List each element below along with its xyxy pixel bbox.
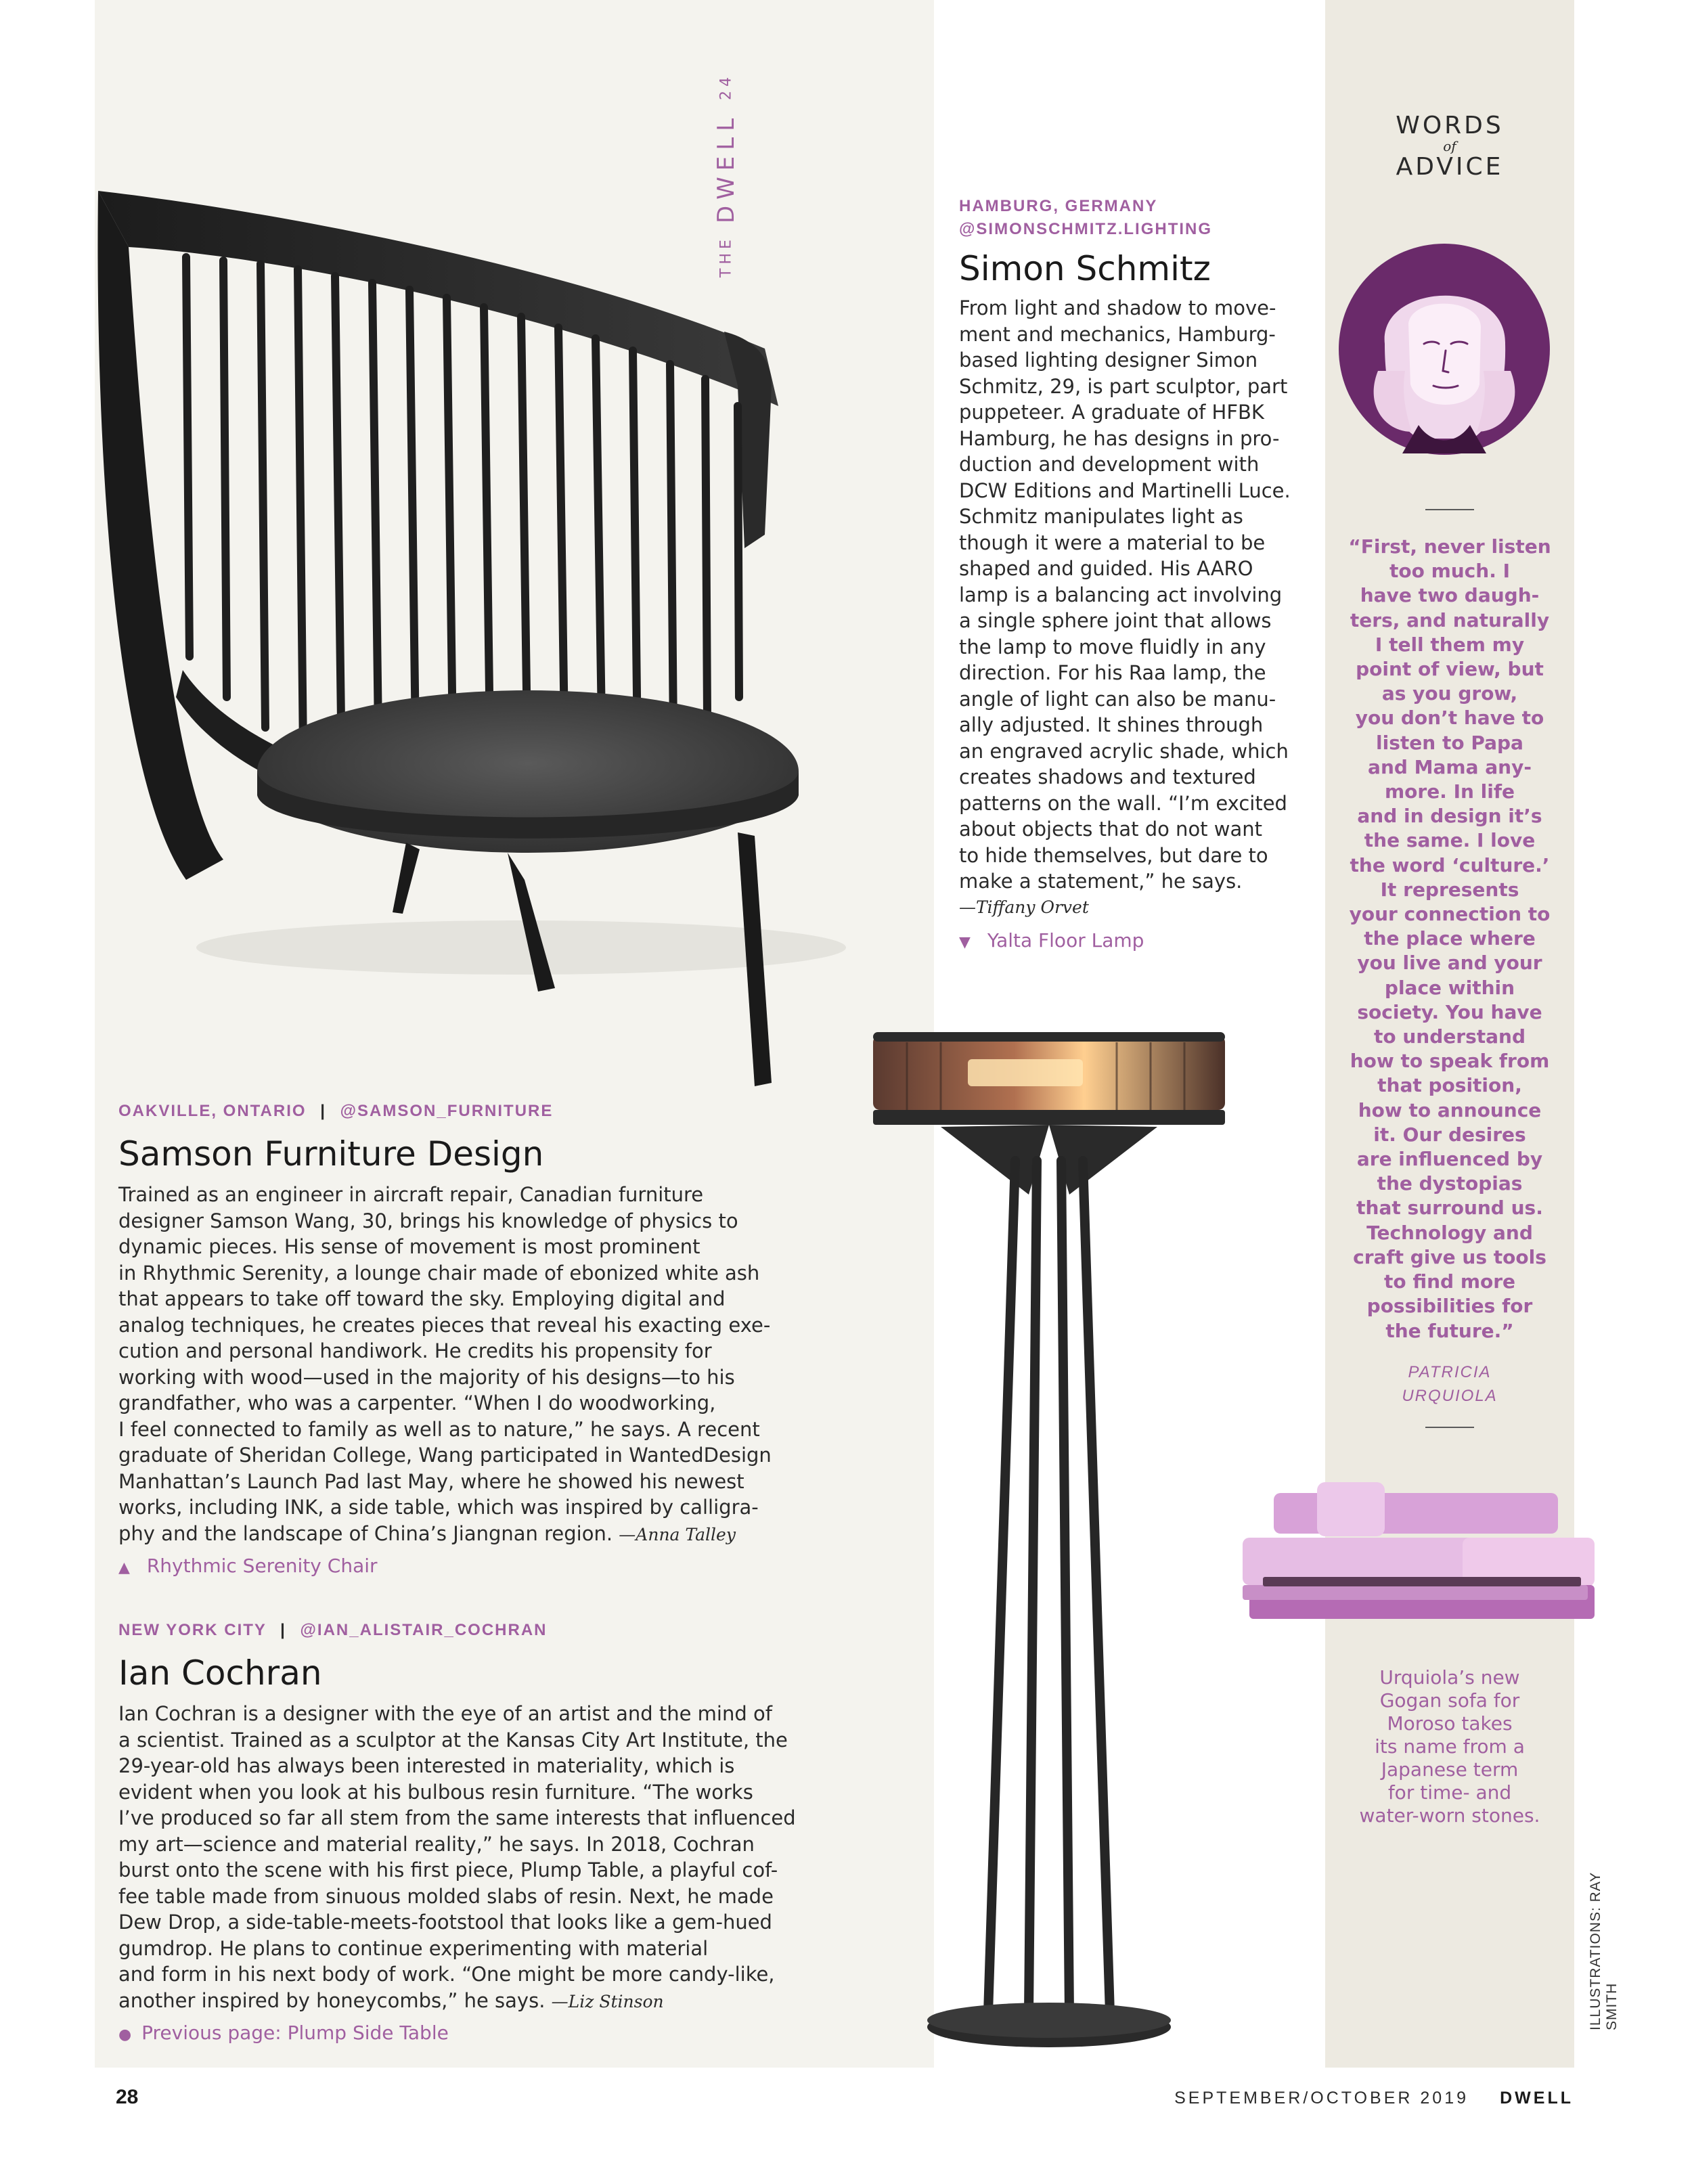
samson-caption-text: Rhythmic Serenity Chair	[146, 1555, 378, 1577]
patricia-urquiola-portrait-icon	[1337, 242, 1551, 456]
footer-brand: DWELL	[1500, 2089, 1574, 2108]
ian-body-text: Ian Cochran is a designer with the eye of an artist and the mind of a scientist. Trained as a sculptor at the Kansas City Art Institute, the 29-year-old has always been interested in materiality, which is evident when you look at his bulbous resin furniture. “The works I’ve produced so far all stem from the same interests that influenced my art—science and material reality,” he says. In 2018, Cochran burst onto the scene with his first piece, Plump Table, a playful cof- fee table made from sinuous molded slabs of resin. Next, he made Dew Drop, a side-table-meets-footstool that looks like a gem-hued gumdrop. He plans to continue experimenting with material and form in his next body of work. “One might be more candy-like, another inspired by honeycombs,” he says.	[118, 1702, 796, 2012]
ian-body	[118, 1701, 829, 2015]
label-number: 24	[717, 72, 735, 100]
simon-handle[interactable]: @SIMONSCHMITZ.LIGHTING	[959, 220, 1213, 238]
yalta-floor-lamp-image	[860, 1019, 1239, 2074]
gogan-sofa-image	[1236, 1475, 1601, 1645]
divider-top	[1425, 509, 1474, 510]
heading-advice: ADVICE	[1396, 153, 1504, 181]
rhythmic-serenity-chair-image	[88, 183, 900, 1096]
ian-location: NEW YORK CITY	[118, 1621, 267, 1639]
simon-kicker	[959, 195, 1324, 241]
simon-body: From light and shadow to move- ment and mechanics, Hamburg- based lighting designer Simon Schmitz, 29, is part sculptor, part puppeteer. A graduate of HFBK Hamburg, he has designs in pro- duction and development with DCW Editions and Martinelli Luce. Schmitz manipulates light as though it were a material to be shaped and guided. His AARO lamp is a balancing act involving a single sphere joint that allows the lamp to move fluidly in any direction. For his Raa lamp, the angle of light can also be manu- ally adjusted. It shines through an engraved acrylic shade, which creates shadows and textured patterns on the wall. “I’m excited about objects that do not want to hide themselves, but dare to make a statement,” he says.	[959, 296, 1291, 893]
ian-caption-text: Previous page: Plump Side Table	[141, 2022, 449, 2044]
simon-location: HAMBURG, GERMANY	[959, 197, 1158, 215]
ian-caption	[118, 2022, 829, 2044]
kicker-separator: |	[280, 1621, 286, 1639]
advice-quote: “First, never listen too much. I have two daugh- ters, and naturally I tell them my point of view, but as you grow, you don’t have to listen to Papa and Mama any- more. In life and in design it’s the same. I love the word ‘culture.’ It represents your connection to the place where you live and your place within society. You have to understand how to speak from that position, how to announce it. Our desires are influenced by the dystopias that surround us. Technology and craft give us tools to find more possibilities for the future.”	[1348, 535, 1551, 1342]
simon-title: Simon Schmitz	[959, 249, 1211, 288]
simon-caption	[959, 929, 1324, 952]
samson-section	[118, 1102, 829, 1577]
samson-body	[118, 1182, 829, 1548]
heading-words: WORDS	[1396, 112, 1504, 139]
sofa-caption: Urquiola’s new Gogan sofa for Moroso takes its name from a Japanese term for time- and water-worn stones.	[1359, 1666, 1540, 1827]
ian-section	[118, 1621, 829, 2044]
bullet-icon: ●	[118, 2026, 132, 2043]
label-dwell: DWELL	[713, 112, 740, 224]
simon-section	[959, 195, 1324, 952]
ian-title: Ian Cochran	[118, 1653, 322, 1693]
samson-handle[interactable]: @SAMSON_FURNITURE	[340, 1102, 554, 1120]
ian-kicker	[118, 1621, 829, 1640]
samson-title: Samson Furniture Design	[118, 1134, 544, 1174]
label-the: THE	[717, 236, 735, 277]
heading-of: of	[1443, 138, 1456, 154]
words-of-advice-heading	[1325, 112, 1574, 181]
samson-kicker	[118, 1102, 829, 1121]
simon-caption-text: Yalta Floor Lamp	[987, 929, 1144, 952]
footer-issue-date: SEPTEMBER/OCTOBER 2019	[1174, 2089, 1469, 2108]
samson-credit: —Anna Talley	[619, 1524, 736, 1544]
triangle-down-icon: ▼	[959, 933, 971, 951]
illustration-credit: ILLUSTRATIONS: RAY SMITH	[1588, 1872, 1620, 2030]
samson-body-text: Trained as an engineer in aircraft repair, Canadian furniture designer Samson Wang, 30, brings his knowledge of physics to dynamic pieces. His sense of movement is most prominent in Rhythmic Serenity, a lounge chair made of ebonized white ash that appears to take off toward the sky. Employing digital and analog techniques, he creates pieces that reveal his exacting exe- cution and personal handiwork. He credits his propensity for working with wood—used in the majority of his designs—to his grandfather, who was a carpenter. “When I do woodworking, I feel connected to family as well as to nature,” he says. A recent graduate of Sheridan College, Wang participated in WantedDesign Manhattan’s Launch Pad last May, where he showed his newest works, including INK, a side table, which was inspired by calligra- phy and the landscape of China’s Jiangnan region.	[118, 1183, 772, 1545]
simon-credit: —Tiffany Orvet	[959, 897, 1089, 917]
divider-bottom	[1425, 1427, 1474, 1428]
triangle-up-icon: ▲	[118, 1559, 130, 1576]
ian-handle[interactable]: @IAN_ALISTAIR_COCHRAN	[300, 1621, 548, 1639]
kicker-separator: |	[320, 1102, 326, 1120]
page-number: 28	[116, 2086, 139, 2108]
samson-location: OAKVILLE, ONTARIO	[118, 1102, 307, 1120]
advice-author: PATRICIA URQUIOLA	[1402, 1363, 1498, 1405]
ian-credit: —Liz Stinson	[551, 1991, 664, 2011]
samson-caption	[118, 1555, 829, 1577]
